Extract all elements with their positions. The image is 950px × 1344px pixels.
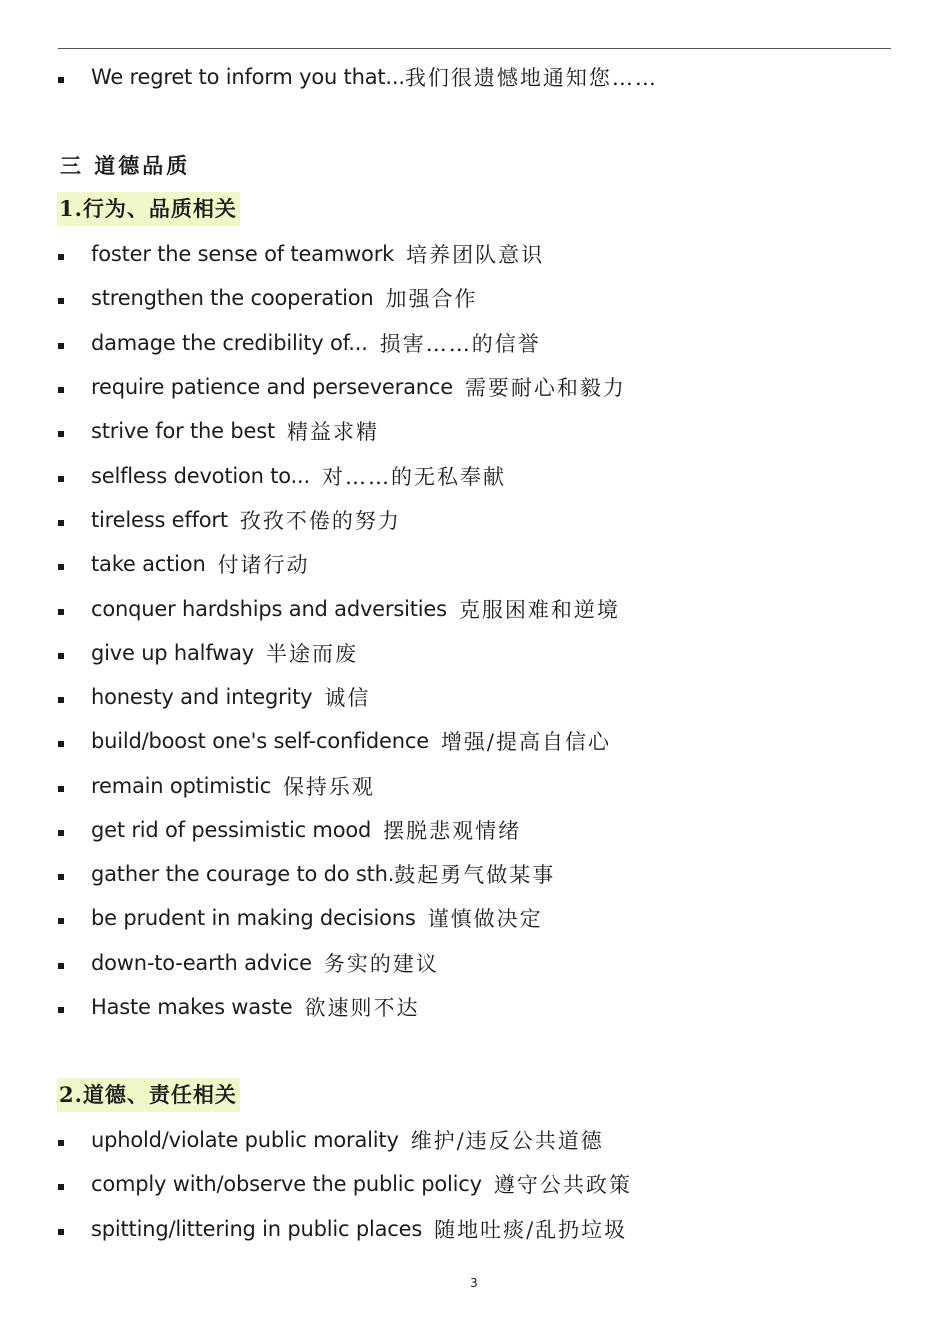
- bullet-icon: [58, 741, 64, 747]
- list-item: [58, 638, 358, 668]
- list-item: [58, 461, 506, 491]
- list-item: [58, 328, 541, 358]
- bullet-icon: [58, 697, 64, 703]
- phrase-chinese: 遵守公共政策: [493, 1173, 632, 1197]
- list-item: [58, 903, 543, 933]
- bullet-icon: [58, 963, 64, 969]
- phrase-chinese: 诚信: [324, 686, 371, 710]
- phrase-english: remain optimistic: [91, 774, 271, 798]
- bullet-icon: [58, 431, 64, 437]
- bullet-icon: [58, 653, 64, 659]
- phrase-chinese: 保持乐观: [282, 775, 375, 799]
- bullet-icon: [58, 343, 64, 349]
- list-item: [58, 239, 544, 269]
- phrase-english: take action: [91, 552, 206, 576]
- phrase-chinese: 精益求精: [286, 420, 379, 444]
- phrase-chinese: 摆脱悲观情绪: [383, 819, 522, 843]
- phrase-chinese: 半途而废: [266, 642, 359, 666]
- phrase-english: uphold/violate public morality: [91, 1128, 399, 1152]
- page-number: 3: [470, 1276, 478, 1290]
- subsection-title-behavior: 1.行为、品质相关: [57, 192, 240, 226]
- phrase-chinese: 我们很遗憾地通知您……: [404, 66, 658, 90]
- phrase-english: down-to-earth advice: [91, 951, 312, 975]
- phrase-chinese: 务实的建议: [323, 952, 439, 976]
- bullet-icon: [58, 476, 64, 482]
- phrase-english: give up halfway: [91, 641, 255, 665]
- bullet-icon: [58, 830, 64, 836]
- phrase-chinese: 谨慎做决定: [427, 907, 543, 931]
- bullet-icon: [58, 874, 64, 880]
- phrase-chinese: 克服困难和逆境: [458, 598, 620, 622]
- list-item: [58, 682, 370, 712]
- phrase-english: We regret to inform you that...: [91, 65, 405, 89]
- phrase-chinese: 需要耐心和毅力: [464, 376, 626, 400]
- list-item: [58, 505, 401, 535]
- phrase-english: require patience and perseverance: [91, 375, 453, 399]
- phrase-chinese: 孜孜不倦的努力: [239, 509, 401, 533]
- phrase-chinese: 对……的无私奉献: [321, 465, 506, 489]
- phrase-english: damage the credibility of...: [91, 331, 368, 355]
- phrase-chinese: 培养团队意识: [406, 243, 545, 267]
- phrase-chinese: 欲速则不达: [304, 996, 420, 1020]
- bullet-icon: [58, 298, 64, 304]
- list-item: [58, 1214, 627, 1244]
- phrase-chinese: 损害……的信誉: [379, 332, 541, 356]
- bullet-icon: [58, 77, 64, 83]
- bullet-icon: [58, 1140, 64, 1146]
- subsection-title-morality: 2.道德、责任相关: [57, 1078, 240, 1112]
- list-item: [58, 726, 611, 756]
- phrase-english: strive for the best: [91, 419, 275, 443]
- phrase-chinese: 维护/违反公共道德: [410, 1129, 604, 1153]
- bullet-icon: [58, 786, 64, 792]
- bullet-icon: [58, 520, 64, 526]
- section-title: 三 道德品质: [60, 153, 191, 178]
- bullet-icon: [58, 387, 64, 393]
- phrase-english: strengthen the cooperation: [91, 286, 374, 310]
- phrase-english: be prudent in making decisions: [91, 906, 416, 930]
- list-item: [58, 992, 419, 1022]
- list-item: [58, 549, 310, 579]
- list-item: [58, 1125, 604, 1155]
- phrase-english: foster the sense of teamwork: [91, 242, 395, 266]
- list-item: [58, 62, 658, 92]
- bullet-icon: [58, 1229, 64, 1235]
- bullet-icon: [58, 254, 64, 260]
- phrase-chinese: 加强合作: [385, 287, 478, 311]
- list-item: [58, 594, 620, 624]
- phrase-chinese: 付诸行动: [217, 553, 310, 577]
- phrase-english: honesty and integrity: [91, 685, 313, 709]
- phrase-chinese: 增强/提高自信心: [440, 730, 612, 754]
- list-item: [58, 416, 379, 446]
- list-item: [58, 283, 478, 313]
- list-item: [58, 771, 375, 801]
- bullet-icon: [58, 1184, 64, 1190]
- bullet-icon: [58, 1007, 64, 1013]
- bullet-icon: [58, 609, 64, 615]
- phrase-english: tireless effort: [91, 508, 228, 532]
- bullet-icon: [58, 564, 64, 570]
- phrase-english: get rid of pessimistic mood: [91, 818, 372, 842]
- list-item: [58, 859, 555, 889]
- bullet-icon: [58, 918, 64, 924]
- phrase-english: conquer hardships and adversities: [91, 597, 447, 621]
- phrase-english: spitting/littering in public places: [91, 1217, 423, 1241]
- phrase-chinese: 随地吐痰/乱扔垃圾: [434, 1218, 628, 1242]
- phrase-english: comply with/observe the public policy: [91, 1172, 482, 1196]
- phrase-english: selfless devotion to...: [91, 464, 310, 488]
- list-item: [58, 948, 439, 978]
- phrase-chinese: 鼓起勇气做某事: [394, 863, 556, 887]
- header-rule: [58, 48, 891, 49]
- phrase-english: gather the courage to do sth.: [91, 862, 395, 886]
- phrase-english: Haste makes waste: [91, 995, 293, 1019]
- list-item: [58, 372, 626, 402]
- list-item: [58, 815, 521, 845]
- phrase-english: build/boost one's self-confidence: [91, 729, 429, 753]
- list-item: [58, 1169, 632, 1199]
